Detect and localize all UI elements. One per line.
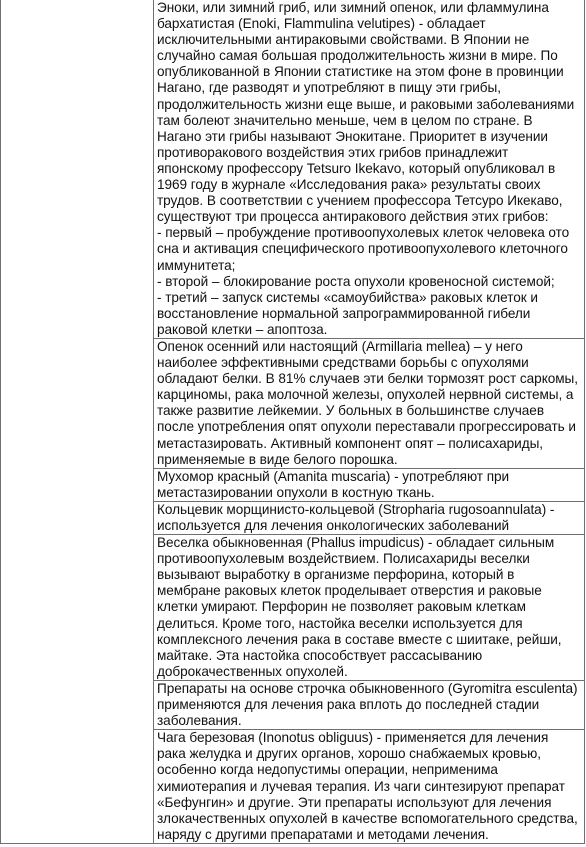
table-cell-inonotus xyxy=(154,730,585,844)
gyromitra-text: Препараты на основе строчка обыкновенного (Gyromitra esculenta) применяются для лечения рака вплоть до последней стадии заболевания. xyxy=(157,680,578,729)
table-cell-stropharia xyxy=(154,501,585,534)
stropharia-text: Кольцевик морщинисто-кольцевой (Stropharia rugosoannulata) - используется для лечения онкологических заболеваний xyxy=(157,501,555,533)
inonotus-text: Чага березовая (Inonotus obliguus) - применяется для лечения рака желудка и других органов, хорошо снабжаемых кровью, особенно когда недопустимы операции, неприменима химиотерапия и лучевая терапия. Из чаги синтезируют препарат «Бефунгин» и другие. Эти препараты используют для лечения злокачественных опухолей в качестве вспомогательного средства, наряду с другими препаратами и методами лечения. xyxy=(157,730,578,842)
table-cell-phallus xyxy=(154,535,585,681)
phallus-text: Веселка обыкновенная (Phallus impudicus) - обладает сильным противоопухолевым воздействием. Полисахариды веселки вызывают выработку в организме перфорина, который в мембране раковых клеток проделывает отверстия и раковые клетки умирают. Перфорин не позволяет раковым клеткам делиться. Кроме того, настойка веселки используется для комплексного лечения рака в составе вместе с шиитаке, рейши, майтаке. Эта настойка способствует рассасыванию доброкачественных опухолей. xyxy=(157,535,562,679)
armillaria-text: Опенок осенний или настоящий (Armillaria mellea) – у него наиболее эффективными средствами борьбы с опухолями обладают белки. В 81% случаев эти белки тормозят рост саркомы, карциномы, рака молочной железы, опухолей нервной системы, а также развитие лейкемии. У больных в большинстве случаев после употребления опят опухоли переставали прогрессировать и метастазировать. Активный компонент опят – полисахариды, применяемые в виде белого порошка. xyxy=(157,338,579,467)
table-row xyxy=(1,0,585,338)
amanita-text: Мухомор красный (Amanita muscaria) - употребляют при метастазировании опухоли в костную ткань. xyxy=(157,468,510,500)
table-cell-amanita xyxy=(154,468,585,501)
table-cell-left-empty xyxy=(1,0,154,843)
enoki-text: Эноки, или зимний гриб, или зимний опенок, или фламмулина бархатистая (Enoki, Flammulina velutipes) - обладает исключительными антираковыми свойствами. В Японии не случайно самая большая продолжительность жизни в мире. По опубликованной в Японии статистике на этом фоне в провинции Нагано, где разводят и употребляют в пищу эти грибы, продолжительность жизни еще выше, и раковыми заболеваниями там болеют значительно меньше, чем в целом по стране. В Нагано эти грибы называют Энокитане. Приоритет в изучении противоракового воздействия этих грибов принадлежит японскому профессору Tetsuro Ikekavo, который опубликовал в 1969 году в журнале «Исследования рака» результаты своих трудов. В соответствии с учением профессора Тетсуро Икекаво, существуют три процесса антиракового действия этих грибов: - первый – пробуждение противоопухолевых клеток человека ото сна и активация специфического противоопухолевого клеточного иммунитета; - второй – блокирование роста опухоли кровеносной системой; - третий – запуск системы «самоубийства» раковых клеток и восстановление нормальной запрограммированной гибели раковой клетки – апоптоза. xyxy=(157,0,575,337)
table-cell-armillaria xyxy=(154,338,585,468)
table-cell-enoki xyxy=(154,0,585,338)
table-cell-gyromitra xyxy=(154,680,585,729)
table-body xyxy=(1,0,585,843)
